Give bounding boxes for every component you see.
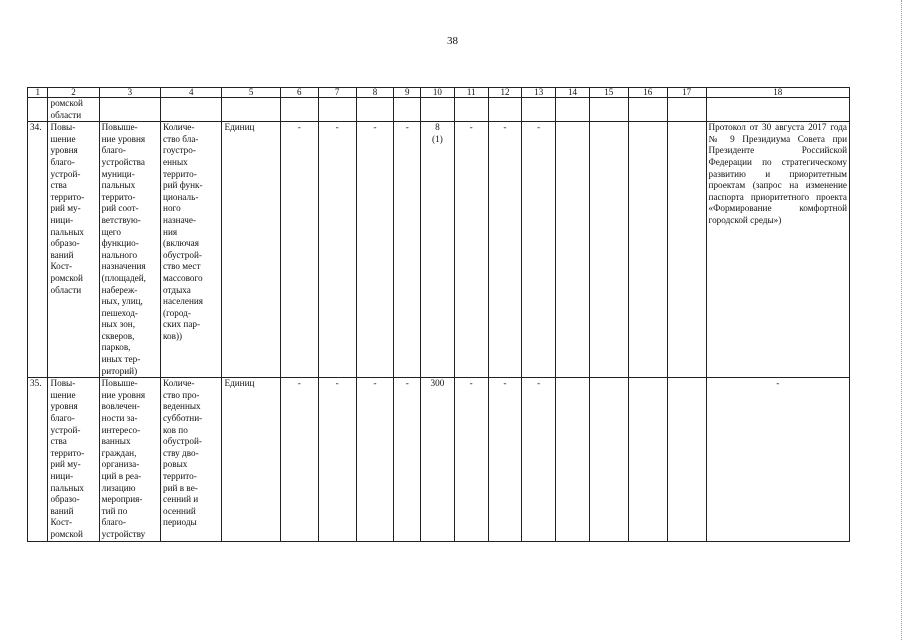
value-cell: - [454,378,488,541]
basis-cell: - [706,378,849,541]
column-header: 1 [28,88,48,98]
column-header: 18 [706,88,849,98]
table-row [28,378,850,541]
row-number-cell: 34. [28,122,48,378]
goal-cell: ромской области [48,98,99,122]
row-number-cell: 35. [28,378,48,541]
value-cell: - [522,122,556,378]
column-header: 5 [222,88,280,98]
table-cell [28,98,48,122]
value-cell: - [318,378,356,541]
column-header: 6 [280,88,318,98]
table-cell [628,98,667,122]
column-header: 12 [488,88,522,98]
table-cell [356,98,394,122]
value-cell: - [488,378,522,541]
column-header: 3 [99,88,160,98]
unit-cell: Единиц [222,378,280,541]
value-cell: - [318,122,356,378]
value-cell [589,122,628,378]
table-cell [280,98,318,122]
value-cell [556,378,590,541]
table-cell [454,98,488,122]
table-cell [394,98,421,122]
table-cell [556,98,590,122]
indicator-cell: Количе- ство про- веденных субботни- ков по обустрой- ству дво- ровых террито- рий в ве- сенний и осенний периоды [161,378,222,541]
table-cell [706,98,849,122]
column-header: 11 [454,88,488,98]
value-cell: - [280,378,318,541]
task-cell: Повыше- ние уровня вовлечен- ности за- интересо- ванных граждан, организа- ций в реа- лизацию мероприя- тий по благо- устройству [99,378,160,541]
value-cell: - [356,122,394,378]
column-header: 13 [522,88,556,98]
column-header: 4 [161,88,222,98]
basis-cell: Протокол от 30 августа 2017 года № 9 Президиума Совета при Президенте Российской Федерации по стратегическому развитию и приоритетным проектам (запрос на изменение паспорта приоритетного проекта «Формирование комфортной городской среды») [706,122,849,378]
value-cell [628,378,667,541]
table-cell [222,98,280,122]
page-number: 38 [447,35,458,47]
value-cell [556,122,590,378]
column-header: 16 [628,88,667,98]
column-header: 9 [394,88,421,98]
table-cell [488,98,522,122]
table-cell [99,98,160,122]
indicator-table [27,87,850,542]
value-cell: - [394,378,421,541]
value-cell: 300 [421,378,455,541]
column-number-row [28,88,850,98]
unit-cell: Единиц [222,122,280,378]
value-cell [667,378,706,541]
value-cell: - [488,122,522,378]
table-cell [161,98,222,122]
value-cell: - [280,122,318,378]
value-cell: - [394,122,421,378]
table-cell [421,98,455,122]
indicator-cell: Количе- ство бла- гоустро- енных террито- рий функ- циональ- ного назначе- ния (включая обустрой- ство мест массового отдыха населения (город- ских пар- ков)) [161,122,222,378]
column-header: 2 [48,88,99,98]
table-cell [522,98,556,122]
value-cell: - [454,122,488,378]
table-cell [318,98,356,122]
table-row [28,122,850,378]
column-header: 10 [421,88,455,98]
value-cell: - [356,378,394,541]
column-header: 14 [556,88,590,98]
value-cell [667,122,706,378]
value-cell [628,122,667,378]
value-cell: 8 (1) [421,122,455,378]
continuation-row [28,98,850,122]
goal-cell: Повы- шение уровня благо- устрой- ства террито- рий му- ници- пальных образо- ваний Кост- ромской [48,378,99,541]
column-header: 7 [318,88,356,98]
column-header: 15 [589,88,628,98]
table-cell [667,98,706,122]
table-cell [589,98,628,122]
value-cell: - [522,378,556,541]
column-header: 8 [356,88,394,98]
value-cell [589,378,628,541]
task-cell: Повыше- ние уровня благо- устройства муници- пальных террито- рий соот- ветствую- щего функцио- нального назначения (площадей, набереж- ных, улиц, пешеход- ных зон, скверов, парков, иных тер- риторий) [99,122,160,378]
page-edge-divider [901,0,902,640]
goal-cell: Повы- шение уровня благо- устрой- ства террито- рий му- ници- пальных образо- ваний Кост- ромской области [48,122,99,378]
column-header: 17 [667,88,706,98]
